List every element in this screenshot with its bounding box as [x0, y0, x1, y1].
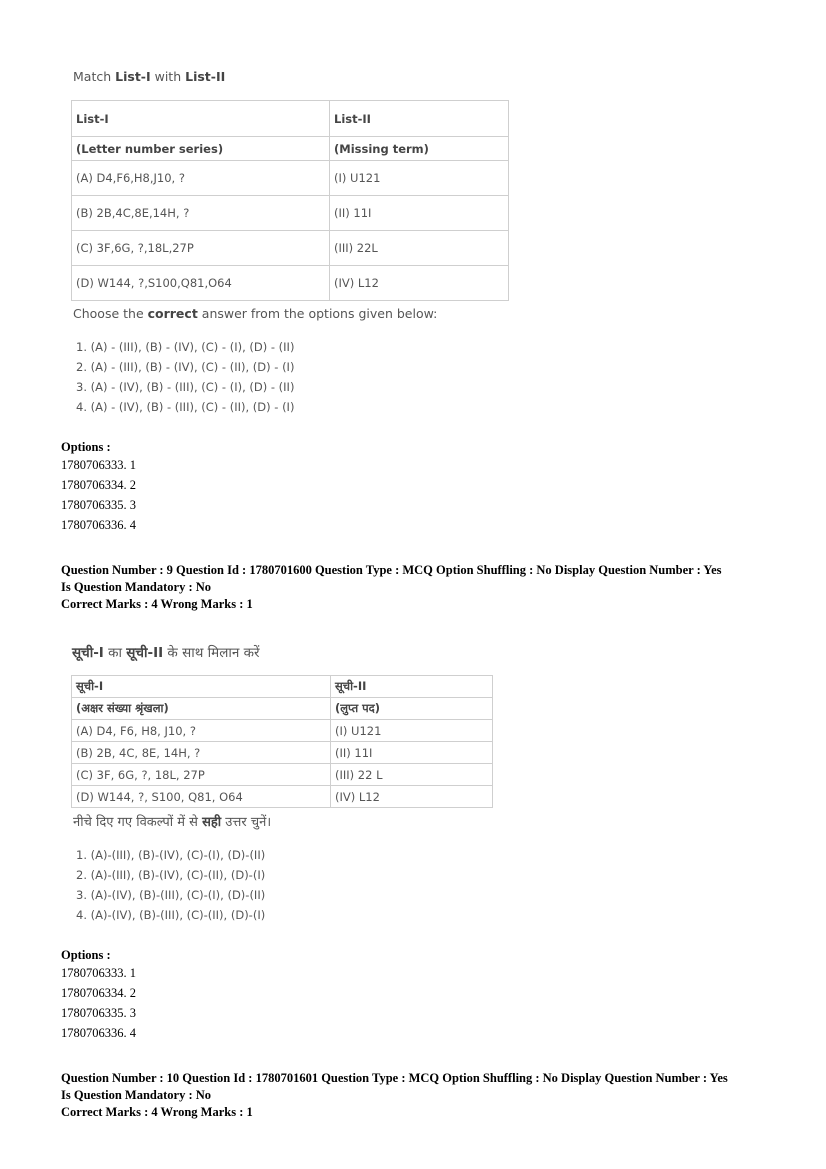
question-meta: [61, 1070, 728, 1121]
table-row: [72, 786, 493, 808]
table-header-cell: List-I: [72, 101, 330, 137]
option-item: 1780706334. 2: [61, 478, 136, 492]
table-cell: (A) D4,F6,H8,J10, ?: [72, 161, 330, 196]
table-cell: (III) 22 L: [331, 764, 493, 786]
options-block: [61, 440, 136, 535]
table-subheader-cell: (Missing term): [330, 137, 509, 161]
table-cell: (B) 2B, 4C, 8E, 14H, ?: [72, 742, 331, 764]
table-subheader-row: [72, 137, 509, 161]
answer-choice: 1. (A) - (III), (B) - (IV), (C) - (I), (D) - (II): [76, 340, 295, 354]
options-heading: Options :: [61, 440, 111, 454]
table-cell: (C) 3F, 6G, ?, 18L, 27P: [72, 764, 331, 786]
table-cell: (C) 3F,6G, ?,18L,27P: [72, 231, 330, 266]
table-row: [72, 764, 493, 786]
match-table: [71, 675, 493, 808]
table-cell: (II) 11I: [330, 196, 509, 231]
table-cell: (IV) L12: [331, 786, 493, 808]
question-meta-line: Is Question Mandatory : No: [61, 580, 212, 594]
answer-choices: [76, 337, 294, 417]
table-cell: (D) W144, ?, S100, Q81, O64: [72, 786, 331, 808]
answer-choice: 4. (A) - (IV), (B) - (III), (C) - (II), (D) - (I): [76, 400, 295, 414]
question-meta: [61, 562, 722, 613]
option-item: 1780706333. 1: [61, 458, 136, 472]
answer-choices: [76, 845, 265, 925]
table-cell: (B) 2B,4C,8E,14H, ?: [72, 196, 330, 231]
table-row: [72, 266, 509, 301]
match-table: [71, 100, 509, 301]
answer-choice: 2. (A)-(III), (B)-(IV), (C)-(II), (D)-(I): [76, 868, 266, 882]
choose-instruction: Choose the correct answer from the options given below:: [73, 306, 438, 321]
table-header-row: [72, 101, 509, 137]
answer-choice: 3. (A) - (IV), (B) - (III), (C) - (I), (D) - (II): [76, 380, 295, 394]
option-item: 1780706334. 2: [61, 986, 136, 1000]
option-item: 1780706335. 3: [61, 1006, 136, 1020]
table-row: [72, 196, 509, 231]
table-header-cell: सूची-II: [331, 676, 493, 698]
option-item: 1780706335. 3: [61, 498, 136, 512]
answer-choice: 1. (A)-(III), (B)-(IV), (C)-(I), (D)-(II): [76, 848, 266, 862]
question-meta-line: Is Question Mandatory : No: [61, 1088, 212, 1102]
table-subheader-cell: (अक्षर संख्या श्रृंखला): [72, 698, 331, 720]
table-cell: (III) 22L: [330, 231, 509, 266]
question-meta-line: Correct Marks : 4 Wrong Marks : 1: [61, 1105, 253, 1119]
answer-choice: 4. (A)-(IV), (B)-(III), (C)-(II), (D)-(I): [76, 908, 266, 922]
question-meta-line: Question Number : 10 Question Id : 1780701601 Question Type : MCQ Option Shuffling : No Display Question Number : Yes: [61, 1071, 728, 1085]
table-subheader-cell: (लुप्त पद): [331, 698, 493, 720]
table-header-row: [72, 676, 493, 698]
table-subheader-row: [72, 698, 493, 720]
question-meta-line: Correct Marks : 4 Wrong Marks : 1: [61, 597, 253, 611]
answer-choice: 3. (A)-(IV), (B)-(III), (C)-(I), (D)-(II): [76, 888, 266, 902]
question-intro: सूची-I का सूची-II के साथ मिलान करें: [72, 645, 260, 661]
answer-choice: 2. (A) - (III), (B) - (IV), (C) - (II), (D) - (I): [76, 360, 295, 374]
table-header-cell: List-II: [330, 101, 509, 137]
options-block: [61, 948, 136, 1043]
options-heading: Options :: [61, 948, 111, 962]
question-intro: Match List-I with List-II: [73, 69, 226, 84]
option-item: 1780706336. 4: [61, 1026, 136, 1040]
choose-instruction: नीचे दिए गए विकल्पों में से सही उत्तर चुनें।: [73, 815, 272, 830]
table-row: [72, 720, 493, 742]
table-cell: (IV) L12: [330, 266, 509, 301]
question-meta-line: Question Number : 9 Question Id : 1780701600 Question Type : MCQ Option Shuffling : No Display Question Number : Yes: [61, 563, 722, 577]
table-cell: (D) W144, ?,S100,Q81,O64: [72, 266, 330, 301]
table-cell: (I) U121: [330, 161, 509, 196]
table-cell: (A) D4, F6, H8, J10, ?: [72, 720, 331, 742]
table-subheader-cell: (Letter number series): [72, 137, 330, 161]
table-cell: (I) U121: [331, 720, 493, 742]
option-item: 1780706336. 4: [61, 518, 136, 532]
table-row: [72, 742, 493, 764]
table-cell: (II) 11I: [331, 742, 493, 764]
table-row: [72, 161, 509, 196]
option-item: 1780706333. 1: [61, 966, 136, 980]
table-header-cell: सूची-I: [72, 676, 331, 698]
table-row: [72, 231, 509, 266]
